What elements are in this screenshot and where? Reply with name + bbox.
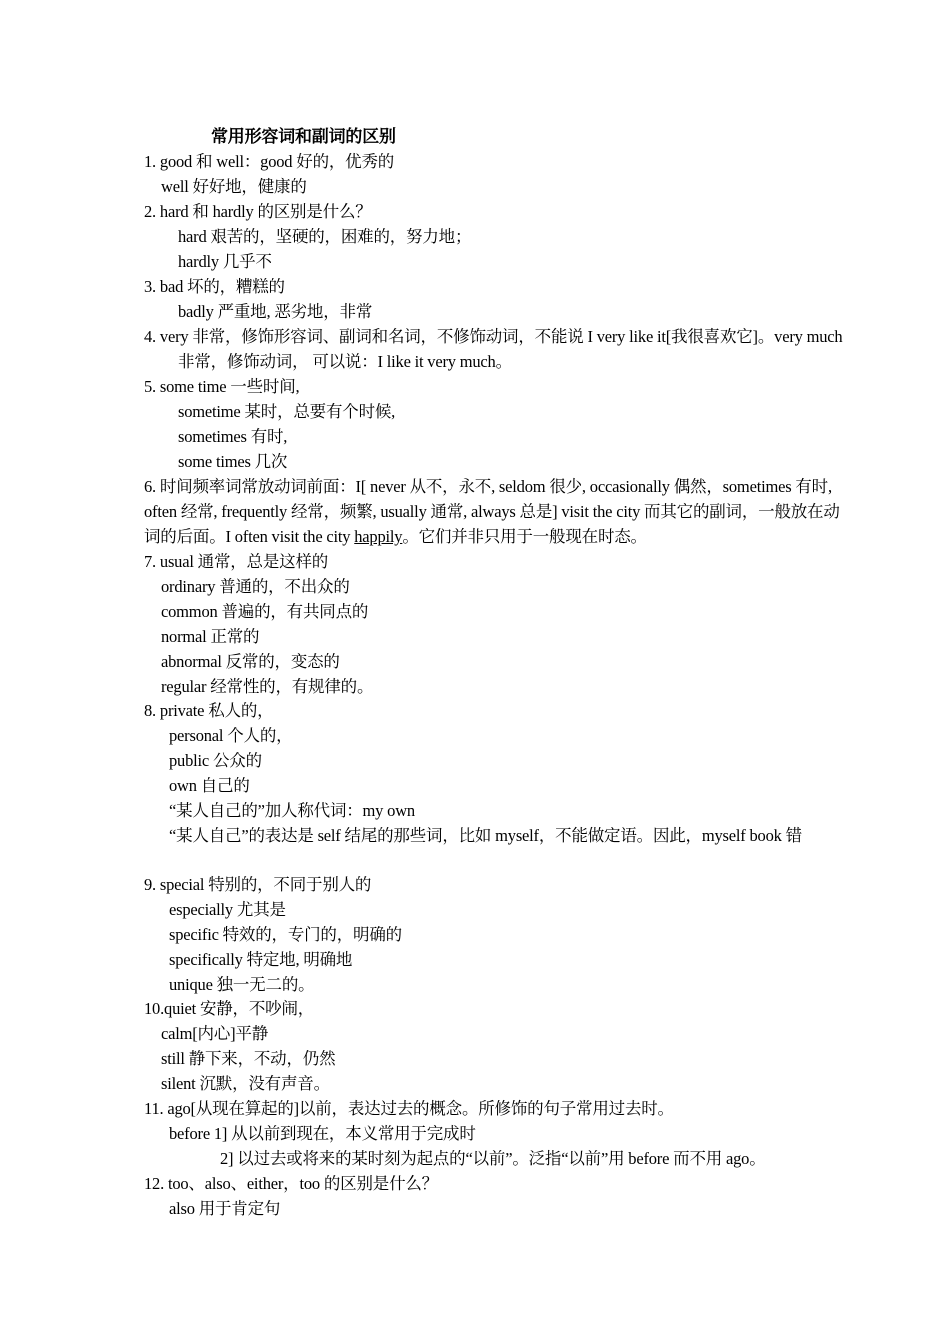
text-line: 8. private 私人的， bbox=[144, 701, 274, 720]
text-line: unique 独一无二的。 bbox=[169, 975, 315, 994]
text-line: specific 特效的，专门的，明确的 bbox=[169, 925, 402, 944]
text-line: “某人自己的”加人称代词：my own bbox=[169, 801, 415, 820]
text-line: sometimes 有时, bbox=[178, 427, 288, 446]
text-line: 2. hard 和 hardly 的区别是什么？ bbox=[144, 202, 372, 221]
text-line: silent 沉默，没有声音。 bbox=[161, 1074, 330, 1093]
text-line: public 公众的 bbox=[169, 751, 262, 770]
text-line: 2] 以过去或将来的某时刻为起点的“以前”。泛指“以前”用 before 而不用 ago。 bbox=[220, 1149, 766, 1168]
text-line: regular 经常性的，有规律的。 bbox=[161, 677, 374, 696]
text-line: often 经常, frequently 经常，频繁, usually 通常, always 总是] visit the city 而其它的副词，一般放在动 bbox=[144, 502, 840, 521]
text-line: 4. very 非常，修饰形容词、副词和名词，不修饰动词，不能说 I very like it[我很喜欢它]。very much bbox=[144, 327, 843, 346]
text-line: sometime 某时，总要有个时候, bbox=[178, 402, 396, 421]
text-line: ordinary 普通的，不出众的 bbox=[161, 577, 350, 596]
text-line: own 自己的 bbox=[169, 776, 250, 795]
underlined-word: happily bbox=[354, 527, 403, 546]
text-line: abnormal 反常的，变态的 bbox=[161, 652, 340, 671]
text-line: well 好好地，健康的 bbox=[161, 177, 307, 196]
text-line: 1. good 和 well：good 好的，优秀的 bbox=[144, 152, 395, 171]
text-line: 11. ago[从现在算起的]以前，表达过去的概念。所修饰的句子常用过去时。 bbox=[144, 1099, 674, 1118]
text-line: 7. usual 通常，总是这样的 bbox=[144, 552, 329, 571]
text-line: 12. too、also、either，too 的区别是什么？ bbox=[144, 1174, 438, 1193]
text-line: personal 个人的， bbox=[169, 726, 293, 745]
text-line: 5. some time 一些时间, bbox=[144, 377, 300, 396]
text-line: 3. bad 坏的，糟糕的 bbox=[144, 277, 285, 296]
text-line: before 1] 从以前到现在，本义常用于完成时 bbox=[169, 1124, 476, 1143]
text-segment: 词的后面。I often visit the city bbox=[144, 527, 355, 546]
text-line: some times 几次 bbox=[178, 452, 288, 471]
text-line: still 静下来，不动，仍然 bbox=[161, 1049, 336, 1068]
text-line: especially 尤其是 bbox=[169, 900, 286, 919]
text-line: hardly 几乎不 bbox=[178, 252, 272, 271]
text-line bbox=[144, 526, 647, 548]
text-line: 非常，修饰动词， 可以说：I like it very much。 bbox=[178, 352, 512, 371]
text-segment: 。它们并非只用于一般现在时态。 bbox=[402, 527, 647, 546]
text-line: 10.quiet 安静，不吵闹， bbox=[144, 999, 315, 1018]
text-line: normal 正常的 bbox=[161, 627, 260, 646]
text-line: specifically 特定地, 明确地 bbox=[169, 950, 353, 969]
document-title: 常用形容词和副词的区别 bbox=[211, 127, 396, 146]
text-line: common 普遍的，有共同点的 bbox=[161, 602, 369, 621]
text-line: hard 艰苦的，坚硬的，困难的，努力地； bbox=[178, 227, 472, 246]
text-line: 6. 时间频率词常放动词前面：I[ never 从不，永不, seldom 很少, occasionally 偶然，sometimes 有时, bbox=[144, 477, 832, 496]
text-line: badly 严重地, 恶劣地，非常 bbox=[178, 302, 373, 321]
text-line: calm[内心]平静 bbox=[161, 1024, 269, 1043]
text-line: “某人自己”的表达是 self 结尾的那些词，比如 myself，不能做定语。因此，myself book 错 bbox=[169, 826, 802, 845]
text-line: 9. special 特别的，不同于别人的 bbox=[144, 875, 372, 894]
text-line: also 用于肯定句 bbox=[169, 1199, 281, 1218]
